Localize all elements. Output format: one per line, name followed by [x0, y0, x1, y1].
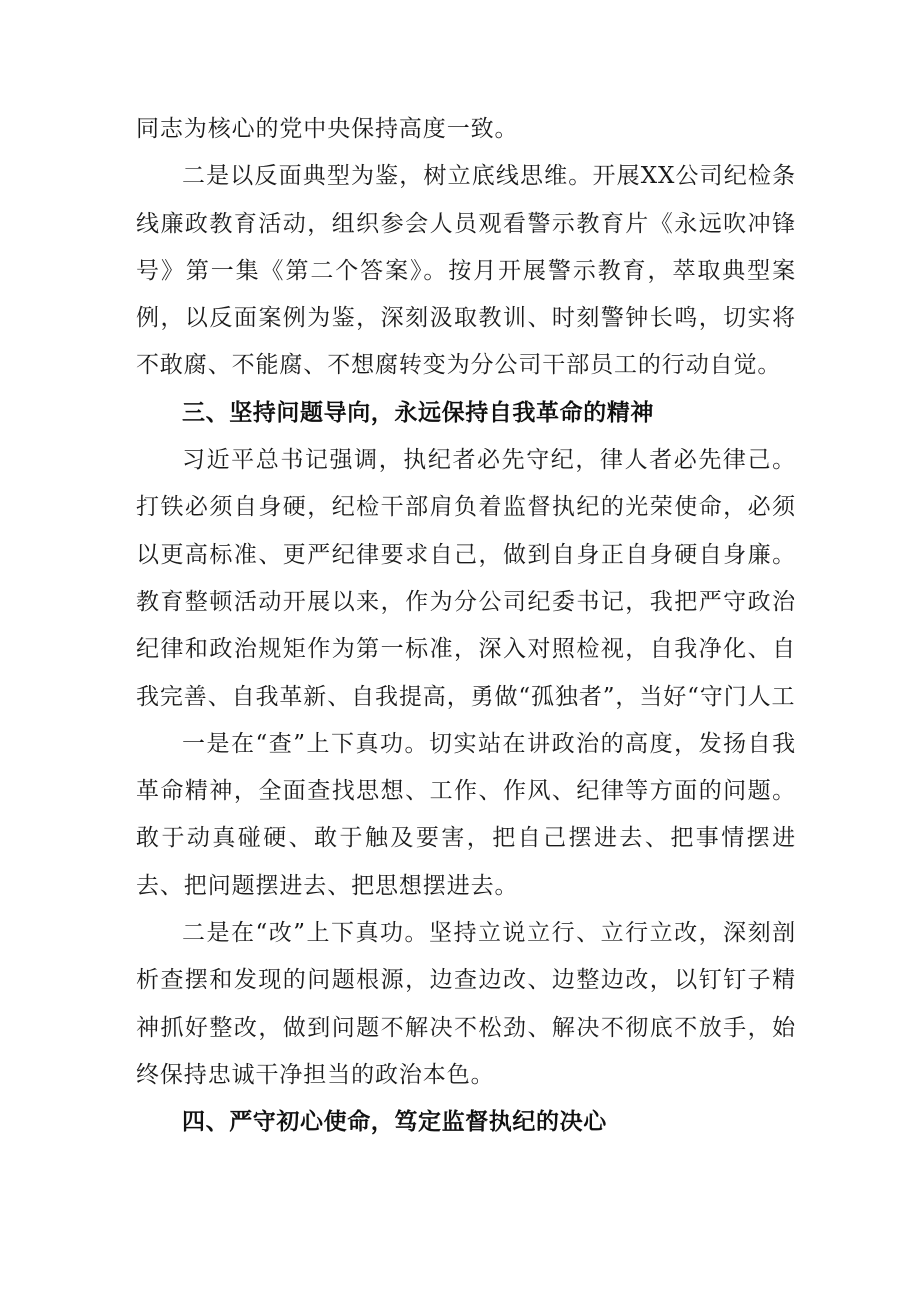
paragraph-continuation: 同志为核心的党中央保持高度一致。 — [136, 116, 519, 142]
paragraph-correct: 二是在“改”上下真功。坚持立说立行、立行立改，深刻剖析查摆和发现的问题根源，边查边改、边整边改，以钉钉子精神抓好整改，做到问题不解决不松劲、解决不彻底不放手，始终保持忠诚干净担当的政治本色。 — [136, 920, 796, 1088]
section-heading-3: 三、坚持问题导向，永远保持自我革命的精神 — [182, 399, 654, 426]
paragraph-check: 一是在“查”上下真功。切实站在讲政治的高度，发扬自我革命精神，全面查找思想、工作、作风、纪律等方面的问题。敢于动真碰硬、敢于触及要害，把自己摆进去、把事情摆进去、把问题摆进去、把思想摆进去。 — [136, 730, 796, 899]
paragraph-self-discipline: 习近平总书记强调，执纪者必先守纪，律人者必先律己。打铁必须自身硬，纪检干部肩负着监督执纪的光荣使命，必须以更高标准、更严纪律要求自己，做到自身正自身硬自身廉。教育整顿活动开展以来，作为分公司纪委书记，我把严守政治纪律和政治规矩作为第一标准，深入对照检视，自我净化、自我完善、自我革新、自我提高，勇做“孤独者”，当好“守门人工 — [136, 447, 796, 710]
paragraph-negative-examples: 二是以反面典型为鉴，树立底线思维。开展XX公司纪检条线廉政教育活动，组织参会人员观看警示教育片《永远吹冲锋号》第一集《第二个答案》。按月开展警示教育，萃取典型案例，以反面案例为鉴，深刻汲取教训、时刻警钟长鸣，切实将不敢腐、不能腐、不想腐转变为分公司干部员工的行动自觉。 — [136, 163, 796, 379]
document-body — [136, 106, 796, 1147]
section-heading-4: 四、严守初心使命，笃定监督执纪的决心 — [182, 1109, 607, 1136]
